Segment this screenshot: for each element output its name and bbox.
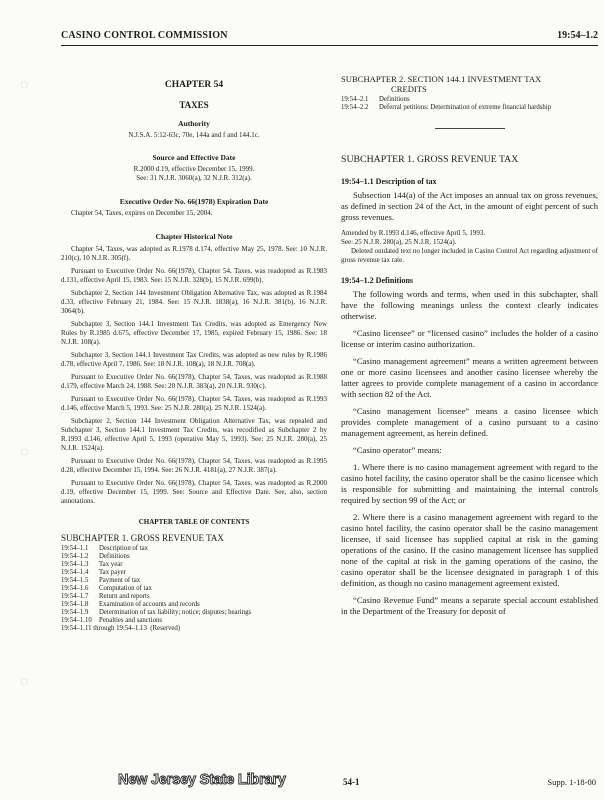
toc-title: Examination of accounts and records — [99, 601, 200, 608]
historical-note-heading: Chapter Historical Note — [155, 232, 233, 241]
authority-text: N.J.S.A. 5:12-63c, 70e, 144a and f and 144.1c. — [128, 131, 260, 139]
toc-title: Penalties and sanctions — [99, 617, 163, 624]
definitions-paragraph: “Casino licensee” or “licensed casino” includes the holder of a casino license or interim casino authorization. — [341, 328, 598, 349]
historical-note: Pursuant to Executive Order No. 66(1978), Chapter 54, Taxes, was readopted as R.1993 d.146, effective March 5, 1993. See: 25 N.J.R. 280(a), 25 N.J.R. 1524(a). — [61, 395, 327, 412]
punch-hole-mark: ◌ — [20, 78, 29, 93]
toc-subchapter-2-line-1: SUBCHAPTER 2. SECTION 144.1 INVESTMENT TAX — [341, 74, 542, 84]
toc-row — [61, 577, 327, 585]
definitions-paragraph: “Casino management agreement” means a written agreement between one or more casino licensees and another casino licensee whereby the latter agrees to provide complete management of a casino in accordance with section 82 of the Act. — [341, 356, 598, 399]
toc-title: Tax payer — [99, 569, 126, 576]
toc-title: Payment of tax — [99, 577, 141, 584]
toc-row — [61, 609, 327, 617]
toc-number: 19:54–1.10 — [61, 617, 92, 624]
toc-number: 19:54–2.2 — [341, 104, 369, 111]
toc-row — [61, 545, 327, 553]
section-1-1-text: Subsection 144(a) of the Act imposes an annual tax on gross revenues, as defined in section 24 of the Act, in the amount of eight percent of such gross revenues. — [341, 190, 598, 222]
historical-note: Pursuant to Executive Order No. 66(1978), Chapter 54, Taxes, was readopted as R.2000 d.19, effective December 15, 1999. See: Source and Effective Date. See, also, section annotations. — [61, 479, 327, 505]
historical-note: Subchapter 3, Section 144.1 Investment Tax Credits, was adopted as new rules by R.1986 d.78, effective April 7, 1986. See: 18 N.J.R. 108(a), 18 N.J.R. 708(a). — [61, 351, 327, 368]
toc-row — [61, 561, 327, 569]
subchapter-1-heading: SUBCHAPTER 1. GROSS REVENUE TAX — [341, 154, 519, 165]
punch-hole-mark: ◌ — [20, 445, 29, 460]
toc-title: Computation of tax — [99, 585, 152, 592]
supplement-date: Supp. 1-18-00 — [547, 777, 596, 787]
toc-row — [61, 617, 327, 625]
toc-number: 19:54–1.1 — [61, 545, 89, 552]
historical-note: Chapter 54, Taxes, was adopted as R.1978 d.174, effective May 25, 1978. See: 10 N.J.R. 210(c), 10 N.J.R. 305(f). — [61, 245, 327, 262]
library-stamp: New Jersey State Library — [118, 772, 286, 788]
toc-title: Return and reports — [99, 593, 150, 600]
amendment-citation: See: 25 N.J.R. 280(a), 25 N.J.R. 1524(a). — [341, 238, 457, 246]
definitions-paragraph: The following words and terms, when used in this subchapter, shall have the following meanings unless the context clearly indicates otherwise. — [341, 289, 598, 321]
toc-title: Determination of tax liability; notice; disputes; hearings — [99, 609, 252, 616]
toc-number: 19:54–1.4 — [61, 569, 89, 576]
toc-row — [61, 593, 327, 601]
toc-subchapter-2-line-2: CREDITS — [391, 84, 427, 94]
right-column — [341, 52, 598, 617]
expiration-heading: Executive Order No. 66(1978) Expiration Date — [119, 197, 269, 206]
toc-number: 19:54–1.3 — [61, 561, 89, 568]
definitions-paragraph: “Casino operator” means: — [353, 445, 442, 455]
section-1-2-heading: 19:54–1.2 Definitions — [341, 276, 413, 285]
table-of-contents-2 — [341, 96, 598, 112]
source-line-1: R.2000 d.19, effective December 15, 1999. — [133, 165, 255, 173]
source-heading: Source and Effective Date — [152, 153, 236, 162]
toc-number: 19:54–1.9 — [61, 609, 89, 616]
definitions-paragraph: “Casino management licensee” means a casino licensee which provides complete management of a casino pursuant to a casino management agreement, as herein defined. — [341, 406, 598, 438]
toc-title: Definitions — [379, 96, 410, 103]
punch-hole-mark: ◌ — [20, 675, 29, 690]
toc-title: Description of tax — [99, 545, 149, 552]
toc-number: 19:54–1.8 — [61, 601, 89, 608]
table-of-contents — [61, 545, 327, 633]
toc-row — [61, 569, 327, 577]
toc-heading: CHAPTER TABLE OF CONTENTS — [138, 518, 250, 526]
page-number: 54-1 — [343, 777, 360, 787]
authority-heading: Authority — [178, 119, 210, 128]
toc-row — [61, 553, 327, 561]
source-line-2: See: 31 N.J.R. 3060(a), 32 N.J.R. 312(a). — [136, 174, 252, 182]
definitions-paragraph: “Casino Revenue Fund” means a separate special account established in the Department of the Treasury for deposit of — [341, 595, 598, 616]
historical-note: Subchapter 3, Section 144.1 Investment Tax Credits, was adopted as Emergency New Rules by R.1985 d.675, effective December 17, 1985, expired February 15, 1986. See: 18 N.J.R. 108(a). — [61, 320, 327, 346]
toc-number: 19:54–1.7 — [61, 593, 89, 600]
historical-note: Pursuant to Executive Order No. 66(1978), Chapter 54, Taxes, was readopted as R.1988 d.179, effective March 24, 1988. See: 20 N.J.R. 383(a), 20 N.J.R. 930(c). — [61, 373, 327, 390]
header-rule — [61, 45, 598, 46]
amendment-description: Deleted outdated text no longer included in Casino Control Act regarding adjustment of gross revenue tax rate. — [341, 247, 598, 264]
toc-number: 19:54–1.6 — [61, 585, 89, 592]
expiration-text: Chapter 54, Taxes, expires on December 15, 2004. — [71, 209, 213, 217]
section-1-1-heading: 19:54–1.1 Description of tax — [341, 177, 437, 186]
header-title: CASINO CONTROL COMMISSION — [61, 30, 228, 41]
definitions-paragraph: 1. Where there is no casino management agreement with regard to the casino hotel facility, the casino operator shall be the casino licensee which is responsible for submitting and maintaining the internal controls required by section 99 of the Act; or — [341, 462, 598, 505]
toc-row — [61, 625, 327, 633]
toc-title: Deferral petitions: Determination of extreme financial hardship — [379, 104, 552, 111]
toc-row — [61, 601, 327, 609]
toc-subchapter-2 — [341, 74, 598, 94]
toc-title: Tax year — [99, 561, 123, 568]
historical-note: Pursuant to Executive Order No. 66(1978), Chapter 54, Taxes, was readopted as R.1983 d.131, effective April 15, 1983. See: 15 N.J.R. 328(b), 15 N.J.R. 699(b). — [61, 267, 327, 284]
running-header — [61, 30, 598, 44]
amendment-note: Amended by R.1993 d.146, effective April 5, 1993. — [341, 229, 486, 237]
toc-number: 19:54–1.11 through 19:54–1.13 — [61, 625, 147, 632]
toc-row — [341, 96, 598, 104]
toc-title: Definitions — [99, 553, 130, 560]
chapter-title: TAXES — [179, 100, 209, 110]
toc-number: 19:54–1.2 — [61, 553, 89, 560]
left-column — [61, 52, 327, 633]
toc-number: 19:54–1.5 — [61, 577, 89, 584]
page-footer — [0, 772, 604, 792]
section-divider — [435, 128, 505, 129]
toc-row — [61, 585, 327, 593]
header-section-number: 19:54–1.2 — [557, 30, 598, 41]
historical-note: Subchapter 2, Section 144 Investment Obligation Alternative Tax, was adopted as R.1984 d.33, effective February 21, 1984. See: 15 N.J.R. 1838(a), 16 N.J.R. 381(b), 16 N.J.R. 3064(b). — [61, 289, 327, 315]
toc-number: 19:54–2.1 — [341, 96, 369, 103]
definitions-paragraph: 2. Where there is a casino management agreement with regard to the casino hotel facility, the casino operator shall be the casino management licensee, if said licensee has supplied capital at risk in the gaming operations of the casino. If the casino management licensee has supplied none of the capital at risk in the gaming operations of the casino, the casino operator shall be the licensee designated in paragraph 1 of this definition, as though no casino management agreement existed. — [341, 512, 598, 588]
toc-subchapter-1: SUBCHAPTER 1. GROSS REVENUE TAX — [61, 533, 224, 543]
toc-title: (Reserved) — [150, 625, 181, 632]
chapter-number: CHAPTER 54 — [164, 80, 224, 90]
historical-note: Subchapter 2, Section 144 Investment Obligation Alternative Tax, was repealed and Subchapter 3, Section 144.1 Investment Tax Credits, was recodified as Subchapter 2 by R.1993 d.146, effective April 5, 1993 (operative May 5, 1993). See: 25 N.J.R. 280(a), 25 N.J.R. 1524(a). — [61, 417, 327, 452]
toc-row — [341, 104, 598, 112]
historical-note: Pursuant to Executive Order No. 66(1978), Chapter 54, Taxes, was readopted as R.1995 d.28, effective December 15, 1994. See: 26 N.J.R. 4181(a), 27 N.J.R. 387(a). — [61, 457, 327, 474]
